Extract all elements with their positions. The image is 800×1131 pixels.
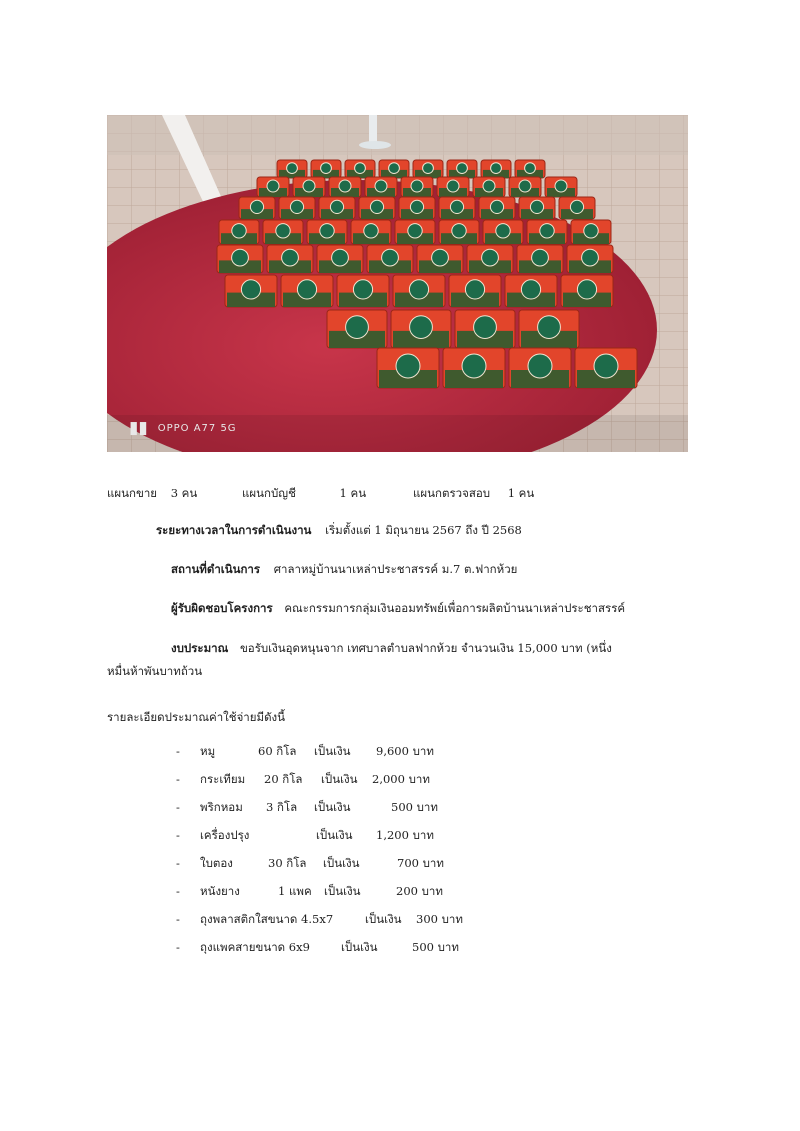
product-pack: [219, 220, 259, 244]
product-pack: [307, 220, 347, 244]
product-pack: [479, 197, 515, 219]
expense-amount: 700 บาท: [397, 856, 444, 870]
expense-amount-label: เป็นเงิน: [324, 884, 361, 898]
product-pack: [395, 220, 435, 244]
sales-count: 3 คน: [170, 486, 198, 500]
expense-name: หมู: [200, 744, 216, 758]
expense-bullet: -: [176, 940, 180, 954]
expense-item: [176, 799, 496, 815]
expense-amount: 500 บาท: [412, 940, 459, 954]
product-pack: [399, 197, 435, 219]
product-pack: [225, 275, 277, 307]
product-pack: [515, 160, 545, 178]
expense-amount: 500 บาท: [391, 800, 438, 814]
product-pack: [575, 348, 637, 388]
expense-amount-label: เป็นเงิน: [314, 800, 351, 814]
product-pack: [293, 177, 325, 197]
responsible-value: คณะกรรมการกลุ่มเงินออมทรัพย์เพื่อการผลิตบ้านนาเหล่าประชาสรรค์: [284, 601, 626, 615]
expense-name: เครื่องปรุง: [200, 828, 250, 842]
product-pack: [311, 160, 341, 178]
product-pack: [437, 177, 469, 197]
expense-name: ใบตอง: [200, 856, 233, 870]
expense-bullet: -: [176, 828, 180, 842]
product-pack: [561, 275, 613, 307]
expense-amount-label: เป็นเงิน: [341, 940, 378, 954]
responsible-line: [171, 600, 625, 616]
product-photo-image: [107, 115, 688, 452]
location-value: ศาลาหมู่บ้านนาเหล่าประชาสรรค์ ม.7 ต.ฟากห้วย: [273, 562, 518, 576]
location-line: [171, 561, 517, 577]
expense-amount: 9,600 บาท: [376, 744, 434, 758]
product-pack: [279, 197, 315, 219]
expense-amount-label: เป็นเงิน: [314, 744, 351, 758]
product-pack: [367, 245, 413, 273]
product-pack: [559, 197, 595, 219]
product-pack: [263, 220, 303, 244]
product-pack: [481, 160, 511, 178]
location-label: สถานที่ดำเนินการ: [171, 562, 261, 576]
product-pack: [413, 160, 443, 178]
camera-watermark: [129, 418, 237, 438]
product-pack: [317, 245, 363, 273]
expense-bullet: -: [176, 912, 180, 926]
product-pack: [519, 310, 579, 348]
product-pack: [393, 275, 445, 307]
expense-name: หนังยาง: [200, 884, 240, 898]
product-pack: [401, 177, 433, 197]
expense-heading: รายละเอียดประมาณค่าใช้จ่ายมีดังนี้: [107, 710, 286, 724]
expense-amount-label: เป็นเงิน: [316, 828, 353, 842]
product-pack: [443, 348, 505, 388]
expense-item: [176, 743, 496, 759]
product-pack: [517, 245, 563, 273]
expense-name: กระเทียม: [200, 772, 246, 786]
product-pack: [439, 197, 475, 219]
expense-bullet: -: [176, 772, 180, 786]
expense-qty: 30 กิโล: [268, 856, 307, 870]
product-pack: [571, 220, 611, 244]
expense-item: [176, 771, 496, 787]
product-pack: [217, 245, 263, 273]
account-label: แผนกบัญชี: [242, 486, 296, 500]
expense-bullet: -: [176, 800, 180, 814]
product-pack: [483, 220, 523, 244]
product-pack: [359, 197, 395, 219]
account-staff: [242, 485, 366, 501]
product-pack: [337, 275, 389, 307]
expense-qty: 20 กิโล: [264, 772, 303, 786]
product-pack: [519, 197, 555, 219]
product-pack: [379, 160, 409, 178]
expense-qty: 60 กิโล: [258, 744, 297, 758]
expense-bullet: -: [176, 884, 180, 898]
product-pack: [505, 275, 557, 307]
expense-amount-label: เป็นเงิน: [321, 772, 358, 786]
product-pack: [455, 310, 515, 348]
expense-item: [176, 911, 496, 927]
expense-qty: 3 กิโล: [266, 800, 298, 814]
duration-label: ระยะทางเวลาในการดำเนินงาน: [156, 523, 312, 537]
product-pack: [527, 220, 567, 244]
sales-label: แผนกขาย: [107, 486, 158, 500]
camera-logo-icon: ▮▮: [129, 418, 148, 438]
product-pack: [277, 160, 307, 178]
budget-line-continued: หมื่นห้าพันบาทถ้วน: [107, 664, 203, 678]
expense-item: [176, 855, 496, 871]
product-pack: [365, 177, 397, 197]
expense-amount: 2,000 บาท: [372, 772, 430, 786]
product-pack: [329, 177, 361, 197]
audit-label: แผนกตรวจสอบ: [413, 486, 491, 500]
expense-qty: 1 แพค: [278, 884, 312, 898]
staff-line: [107, 485, 197, 501]
duration-value: เริ่มตั้งแต่ 1 มิถุนายน 2567 ถึง ปี 2568: [325, 523, 522, 537]
product-pack: [345, 160, 375, 178]
product-pack: [377, 348, 439, 388]
audit-count: 1 คน: [507, 486, 535, 500]
product-pack: [327, 310, 387, 348]
product-pack: [545, 177, 577, 197]
expense-item: [176, 939, 496, 955]
expense-item: [176, 827, 496, 843]
expense-bullet: -: [176, 744, 180, 758]
responsible-label: ผู้รับผิดชอบโครงการ: [171, 601, 273, 615]
expense-name: ถุงพลาสติกใสขนาด 4.5x7: [200, 912, 334, 926]
expense-amount: 200 บาท: [396, 884, 443, 898]
expense-name: พริกหอม: [200, 800, 243, 814]
expense-name: ถุงแพคสายขนาด 6x9: [200, 940, 310, 954]
duration-line: [156, 522, 522, 538]
expense-item: [176, 883, 496, 899]
audit-staff: [413, 485, 534, 501]
product-pack: [391, 310, 451, 348]
expense-bullet: -: [176, 856, 180, 870]
product-pack: [351, 220, 391, 244]
product-pack: [257, 177, 289, 197]
budget-label: งบประมาณ: [171, 641, 229, 655]
budget-line: [171, 640, 612, 656]
product-pack: [447, 160, 477, 178]
product-pack: [449, 275, 501, 307]
expense-amount-label: เป็นเงิน: [365, 912, 402, 926]
product-pack: [439, 220, 479, 244]
product-pack: [509, 177, 541, 197]
product-pack: [267, 245, 313, 273]
budget-value: ขอรับเงินอุดหนุนจาก เทศบาลตำบลฟากห้วย จำนวนเงิน 15,000 บาท (หนึ่ง: [239, 641, 612, 655]
product-pack: [319, 197, 355, 219]
product-pack: [239, 197, 275, 219]
camera-watermark-text: OPPO A77 5G: [157, 422, 237, 434]
product-pack: [417, 245, 463, 273]
expense-amount: 1,200 บาท: [376, 828, 434, 842]
product-pack: [473, 177, 505, 197]
expense-amount: 300 บาท: [416, 912, 463, 926]
expense-amount-label: เป็นเงิน: [323, 856, 360, 870]
product-pack: [567, 245, 613, 273]
product-pack: [467, 245, 513, 273]
product-pack: [281, 275, 333, 307]
product-photo: [107, 115, 688, 452]
account-count: 1 คน: [339, 486, 367, 500]
product-pack: [509, 348, 571, 388]
